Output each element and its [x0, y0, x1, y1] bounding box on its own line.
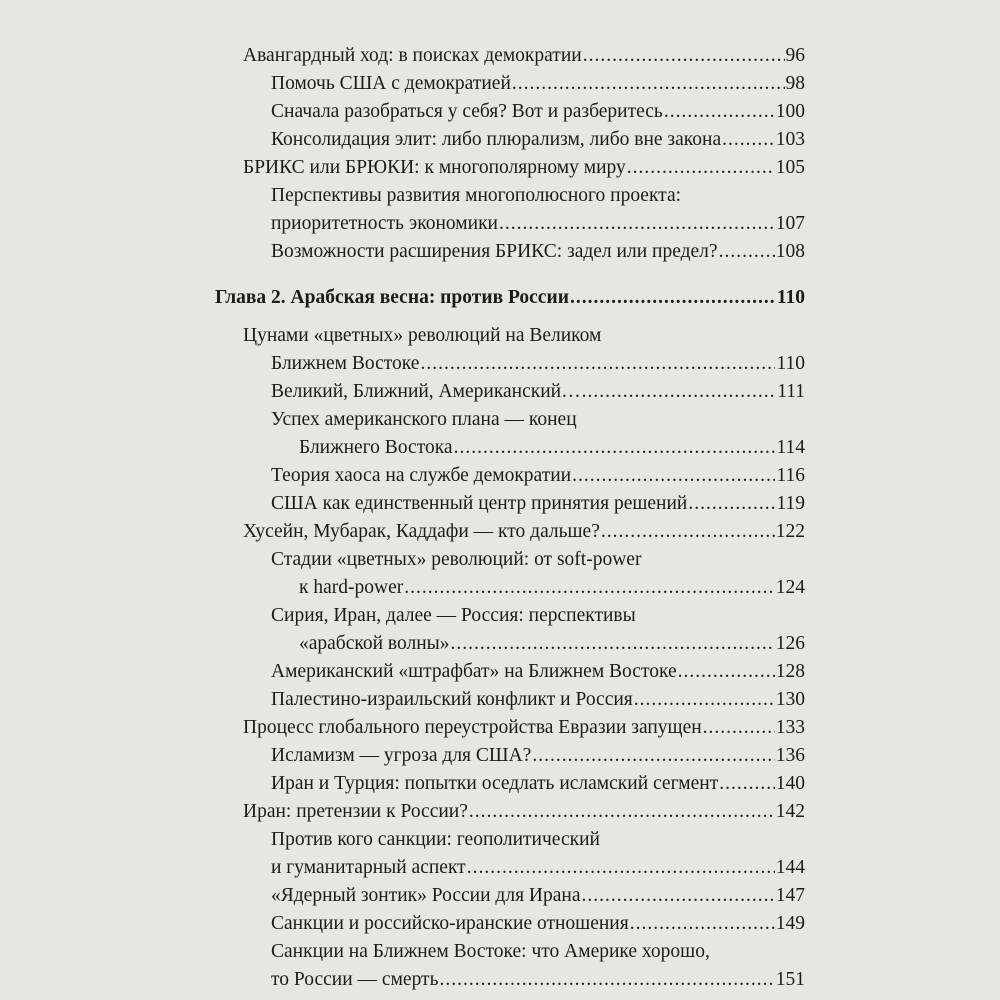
entry-title: БРИКС или БРЮКИ: к многополярному миру [243, 157, 626, 178]
page-number: 114 [776, 437, 805, 458]
entry-title: Иран: претензии к России? [243, 801, 468, 822]
toc-entry [271, 603, 805, 657]
toc-entry [271, 687, 805, 713]
leader-dots [678, 659, 775, 685]
entry-title: «Ядерный зонтик» России для Ирана [271, 885, 581, 906]
entry-title: Теория хаоса на службе демократии [271, 465, 572, 486]
chapter-title: Глава 2. Арабская весна: против России [215, 287, 569, 308]
chapter-heading [215, 285, 805, 311]
page-number: 108 [775, 241, 805, 262]
leader-dots [570, 285, 776, 311]
entry-title: США как единственный центр принятия решений [271, 493, 688, 514]
toc-entry [243, 155, 805, 181]
leader-dots [467, 855, 775, 881]
page-number: 103 [775, 129, 805, 150]
page-number: 128 [775, 661, 805, 682]
entry-title: Сирия, Иран, далее — Россия: перспективы [271, 605, 636, 626]
page-number: 98 [785, 73, 805, 94]
leader-dots [532, 743, 774, 769]
entry-title-continued: Ближнего Востока [299, 437, 453, 458]
leader-dots [630, 911, 775, 937]
entry-title: Иран и Турция: попытки оседлать исламский сегмент [271, 773, 719, 794]
entry-title: Против кого санкции: геополитический [271, 829, 600, 850]
toc-entry [243, 43, 805, 69]
page-number: 147 [775, 885, 805, 906]
page-number: 122 [775, 521, 805, 542]
leader-dots [582, 379, 777, 405]
entry-title-continued: к hard-power [299, 577, 404, 598]
toc-entry [271, 771, 805, 797]
page-number: 105 [775, 157, 805, 178]
entry-title-continued: и гуманитарный аспект [271, 857, 466, 878]
entry-title: Консолидация элит: либо плюрализм, либо вне закона [271, 129, 722, 150]
entry-title-continued: то России — смерть [271, 969, 439, 990]
entry-title: Хусейн, Мубарак, Каддафи — кто дальше? [243, 521, 600, 542]
leader-dots [664, 99, 775, 125]
toc-entry [271, 491, 805, 517]
entry-title: Американский «штрафбат» на Ближнем Востоке [271, 661, 677, 682]
page-number: 151 [775, 969, 805, 990]
page-number: 96 [785, 45, 805, 66]
page-number: 142 [775, 801, 805, 822]
entry-title: Сначала разобраться у себя? Вот и разберитесь [271, 101, 663, 122]
toc-entry [243, 715, 805, 741]
toc-entry [243, 799, 805, 825]
page-number: 133 [775, 717, 805, 738]
leader-dots [451, 631, 775, 657]
entry-title: Процесс глобального переустройства Евразии запущен [243, 717, 702, 738]
leader-dots [454, 435, 776, 461]
entry-title-continued: «арабской волны» [299, 633, 450, 654]
toc-entry [271, 743, 805, 769]
page-number: 111 [777, 381, 805, 402]
toc-entry [271, 407, 805, 461]
page-number: 110 [776, 287, 805, 308]
page-number: 116 [776, 465, 805, 486]
leader-dots [582, 883, 775, 909]
toc-entry [271, 183, 805, 237]
entry-title: Санкции на Ближнем Востоке: что Америке хорошо, [271, 941, 710, 962]
toc-entry [271, 827, 805, 881]
leader-dots [583, 43, 785, 69]
leader-dots [627, 155, 775, 181]
toc-entry [271, 911, 805, 937]
page-number: 130 [775, 689, 805, 710]
leader-dots [719, 771, 774, 797]
toc-entry [271, 99, 805, 125]
page-number: 110 [776, 353, 805, 374]
leader-dots [469, 799, 775, 825]
page-number: 119 [776, 493, 805, 514]
leader-dots [420, 351, 775, 377]
leader-dots [601, 519, 775, 545]
entry-title: Санкции и российско-иранские отношения [271, 913, 629, 934]
entry-title: Перспективы развития многополюсного проекта: [271, 185, 682, 206]
leader-dots [722, 127, 775, 153]
entry-title: Авангардный ход: в поисках демократии [243, 45, 582, 66]
page-number: 124 [775, 577, 805, 598]
leader-dots [499, 211, 775, 237]
toc-entry [271, 659, 805, 685]
toc-entry [271, 127, 805, 153]
toc-entry [271, 379, 805, 405]
leader-dots [572, 463, 775, 489]
leader-dots [439, 967, 774, 993]
page-number: 136 [775, 745, 805, 766]
toc-entry [271, 71, 805, 97]
page-number: 140 [775, 773, 805, 794]
page-number: 100 [775, 101, 805, 122]
toc-entry [271, 239, 805, 265]
toc-entry [271, 463, 805, 489]
entry-title: Помочь США с демократией [271, 73, 511, 94]
entry-title: Цунами «цветных» революций на Великом [243, 325, 602, 346]
page-number: 107 [775, 213, 805, 234]
entry-title: Исламизм — угроза для США? [271, 745, 532, 766]
toc-entry [243, 519, 805, 545]
page-number: 144 [775, 857, 805, 878]
leader-dots [634, 687, 775, 713]
entry-title: Стадии «цветных» революций: от soft-power [271, 549, 642, 570]
entry-title: Успех американского плана — конец [271, 409, 577, 430]
entry-title-continued: Ближнем Востоке [271, 353, 420, 374]
entry-title: Великий, Ближний, Американский… [271, 381, 581, 402]
leader-dots [688, 491, 775, 517]
entry-title: Возможности расширения БРИКС: задел или предел? [271, 241, 718, 262]
page-number: 149 [775, 913, 805, 934]
toc-entry [271, 883, 805, 909]
leader-dots [703, 715, 775, 741]
leader-dots [719, 239, 775, 265]
entry-title: Палестино-израильский конфликт и Россия [271, 689, 633, 710]
leader-dots [512, 71, 785, 97]
page-number: 126 [775, 633, 805, 654]
entry-title-continued: приоритетность экономики [271, 213, 498, 234]
leader-dots [404, 575, 775, 601]
toc-entry [271, 939, 805, 993]
toc-entry [243, 323, 805, 377]
toc-entry [271, 547, 805, 601]
